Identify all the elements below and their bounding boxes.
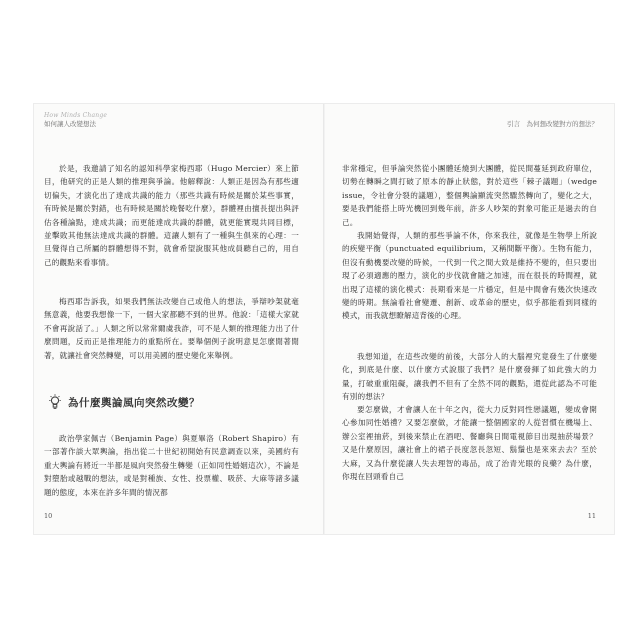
running-head-right: 引言 為何想改變對方的想法？ [507, 120, 598, 128]
book-spread [34, 104, 614, 534]
left-paragraph-3: 政治學家佩吉（Benjamin Page）與夏畢洛（Robert Shapiro）有一部著作談大眾輿論，指出從二十世紀初開始有民意調查以來，美國約有重大輿論有將近一半都是風向突然發生轉變（正如同性婚姻這次），不論是對墮胎或越戰的想法，或是對種族、女性、投票權、吸菸、大麻等諸多議題的態度，本來在許多年間的情況都 [44, 434, 299, 497]
series-title-en: How Minds Change [44, 112, 108, 119]
right-paragraph-3: 我想知道，在這些改變的前後，大部分人的大腦裡究竟發生了什麼變化，到底是什麼、以什麼方式說服了我們？是什麼發揮了如此強大的力量，打破重重阻礙，讓我們不但有了全然不同的觀點，還從此認為不可能有別的想法？ [342, 352, 597, 402]
right-paragraph-1: 非常穩定，但爭論突然從小團體延燒到大團體，從民間蔓延到政府單位，切勢在轉瞬之間打破了原本的靜止狀態，對於這些「棘子議題」（wedge issue，令社會分裂的議題），整個輿論顯流突然驟然轉向了，變化之大，要是我們能搭上時光機回到幾年前，許多人吵架的對象可能正是過去的自己。 [342, 164, 597, 227]
section-heading [48, 394, 200, 410]
left-paragraph-1: 於是，我邀請了知名的認知科學家梅西耶（Hugo Mercier）來上節目，他研究的正是人類的推理與爭論。他解釋說：人類正是因為有那些適切偏失，才演化出了達成共識的能力（那些共識有時候是關於某些事實，有時候是關於對錯，也有時候是關於晚餐吃什麼），群體裡由擅長提出與評估各種論點，達成共識；而更能達成共識的群體，就更能實現共同目標，並擊敗其他無法達成共識的群體。這讓人類有了一種與生俱來的心理：一旦覺得自己所屬的群體想得不對，就會希望說服其他成員聽自己的，用自己的觀點來看事情。 [44, 164, 299, 267]
right-paragraph-2: 我開始覺得，人類的那些爭論不休，你來我往，就像是生物學上所說的疾變平衡（punctuated equilibrium，又稱間斷平衡）。生物有能力，但沒有動機要改變的時候，一代到一代之間大致是維持不變的，但只要出現了必須適應的壓力，演化的步伐就會隨之加速，而在很長的時間裡，就出現了這樣的演化模式：長期看來是一片穩定，但是中間會有幾次快速改變的時期。無論看社會變遷、創新、或革命的歷史，似乎都能看到同樣的模式，而我就想瞭解這背後的心理。 [342, 231, 597, 321]
page-number-right: 11 [587, 512, 596, 520]
running-head-left: 如何讓人改變想法 [44, 120, 96, 128]
section-heading-text: 為什麼輿論風向突然改變？ [68, 396, 200, 409]
left-paragraph-2: 梅西耶告訴我，如果我們無法改變自己或他人的想法，爭辯吵架就毫無意義，他要我想像一下，一個大家都聽不到的世界。他說：「這樣大家就不會再說話了。」人類之所以常常爾虞我詐，可不是人類的推理能力出了什麼問題，反而正是推理能力的重點所在。要舉個例子說明意見怎麼閒著閒著，就讓社會突然轉變，可以用美國的歷史變化來舉例。 [44, 297, 299, 360]
left-page [34, 104, 324, 534]
page-number-left: 10 [44, 512, 53, 520]
lightbulb-icon [48, 394, 62, 410]
right-page [324, 104, 614, 534]
right-paragraph-4: 要怎麼做，才會讓人在十年之內，從大力反對同性戀議題，變成會開心參加同性婚禮？又要怎麼做，才能讓一整個國家的人從習慣在機場上、辦公室裡抽菸，到後來禁止在酒吧、餐廳與日間電視節目出現抽菸場景？又是什麼原因，讓社會上的裙子長度忽長忽短、鬍鬚也是來來去去？至於大麻，又為什麼從讓人失去理智的毒品，成了治青光眼的良藥？為什麼，你現在回頭看自己 [342, 405, 597, 482]
